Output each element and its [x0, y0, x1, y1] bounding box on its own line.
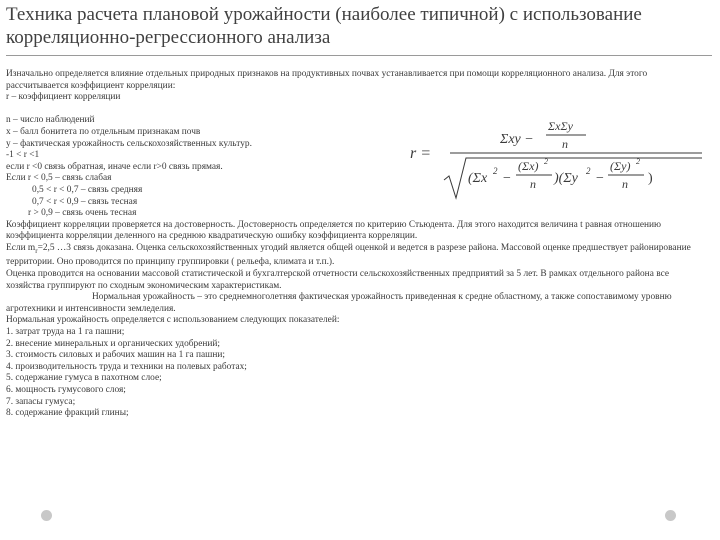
formula-svg: [410, 112, 710, 200]
paragraph-r-sign: если r <0 связь обратная, иначе если r>0 связь прямая.: [6, 161, 223, 172]
formula-den-frac2-sq: 2: [636, 157, 640, 166]
formula-num-frac-top: ΣxΣy: [548, 119, 573, 133]
formula-numerator: Σxy −: [500, 132, 534, 147]
paragraph-very-close: r > 0,9 – связь очень тесная: [28, 208, 137, 219]
paragraph-assessment: Оценка проводится на основании массовой статистической и бухгалтерской отчетности сельскохозяйственных предприятий за 5 лет. В рамках отдельного района все хозяйства группируют по сходным экономическим характеристикам.: [6, 268, 670, 291]
formula-den-minus1: −: [503, 171, 511, 186]
formula-den-frac1-top: (Σx): [518, 159, 539, 173]
indicator-list: [6, 327, 706, 420]
list-item: 5. содержание гумуса в пахотном слое;: [6, 373, 162, 384]
list-item: 6. мощность гумусового слоя;: [6, 384, 126, 395]
nav-dot-right[interactable]: [665, 510, 676, 521]
formula-den-frac1-sq: 2: [544, 157, 548, 166]
mr-prefix: Если m: [6, 242, 36, 253]
list-item: 1. затрат труда на 1 га пашни;: [6, 326, 125, 337]
formula-den-mid: )(Σy: [554, 171, 578, 186]
formula-den-frac2-bottom: n: [622, 177, 628, 191]
formula-r: r =: [410, 145, 432, 162]
title-divider: [6, 55, 712, 56]
list-item: 2. внесение минеральных и органических удобрений;: [6, 338, 221, 349]
list-item: 4. производительность труда и техники на полевых работах;: [6, 361, 247, 372]
mr-rest: =2,5 …3 связь доказана. Оценка сельскохозяйственных угодий является общей оценкой и ведется в разрезе района. Массовой оценке предшествует районирование территории. Оно проводится по принципу группировки ( рельефа, климата и т.п.).: [6, 242, 691, 268]
paragraph-y-definition: y – фактическая урожайность сельскохозяйственных культур.: [6, 138, 252, 149]
paragraph-medium: 0,5 < r < 0,7 – связь средняя: [32, 184, 143, 195]
paragraph-indicators-intro: Нормальная урожайность определяется с использованием следующих показателей:: [6, 315, 340, 326]
correlation-formula: [410, 112, 710, 200]
paragraph-close: 0,7 < r < 0,9 – связь тесная: [32, 196, 138, 207]
mr-subscript: r: [35, 246, 38, 255]
formula-num-frac-bottom: n: [562, 137, 568, 151]
paragraph-r-definition: r – коэффициент корреляции: [6, 92, 121, 103]
formula-den-sq2: 2: [586, 166, 591, 176]
paragraph-mr: [6, 243, 706, 269]
paragraph-x-definition: x – балл бонитета по отдельным признакам почв: [6, 126, 201, 137]
nav-dot-left[interactable]: [41, 510, 52, 521]
formula-den-close: ): [648, 171, 653, 186]
formula-den-frac2-top: (Σy): [610, 159, 631, 173]
paragraph-weak: Если r < 0,5 – связь слабая: [6, 173, 112, 184]
paragraph-n-definition: n – число наблюдений: [6, 115, 95, 126]
formula-den-minus2: −: [596, 171, 604, 186]
slide-title: Техника расчета плановой урожайности (наиболее типичной) с использование корреляционно-регрессионного анализа: [6, 4, 642, 48]
list-item: 7. запасы гумуса;: [6, 396, 76, 407]
paragraph-intro: Изначально определяется влияние отдельных природных признаков на продуктивных почвах устанавливается при помощи корреляционного анализа. Для этого рассчитывается коэффициент корреляции:: [6, 69, 648, 91]
formula-den-sq: 2: [493, 166, 498, 176]
formula-den-frac1-bottom: n: [530, 177, 536, 191]
paragraph-r-range: -1 < r <1: [6, 150, 40, 161]
paragraph-significance: Коэффициент корреляции проверяется на достоверность. Достоверность определяется по критерию Стьюдента. Для этого находится величина t равная отношению коэффициента корреляции деленного на среднюю квадратическую ошибку коэффициента корреляции.: [6, 219, 662, 242]
list-item: 8. содержание фракций глины;: [6, 408, 129, 419]
paragraph-normal-yield: Нормальная урожайность – это среднемноголетняя фактическая урожайность приведенная к средне областному, а также сопоставимому уровню агротехники и интенсивности земледелия.: [6, 292, 672, 314]
formula-den-a: (Σx: [468, 171, 488, 186]
list-item: 3. стоимость силовых и рабочих машин на 1 га пашни;: [6, 350, 225, 361]
